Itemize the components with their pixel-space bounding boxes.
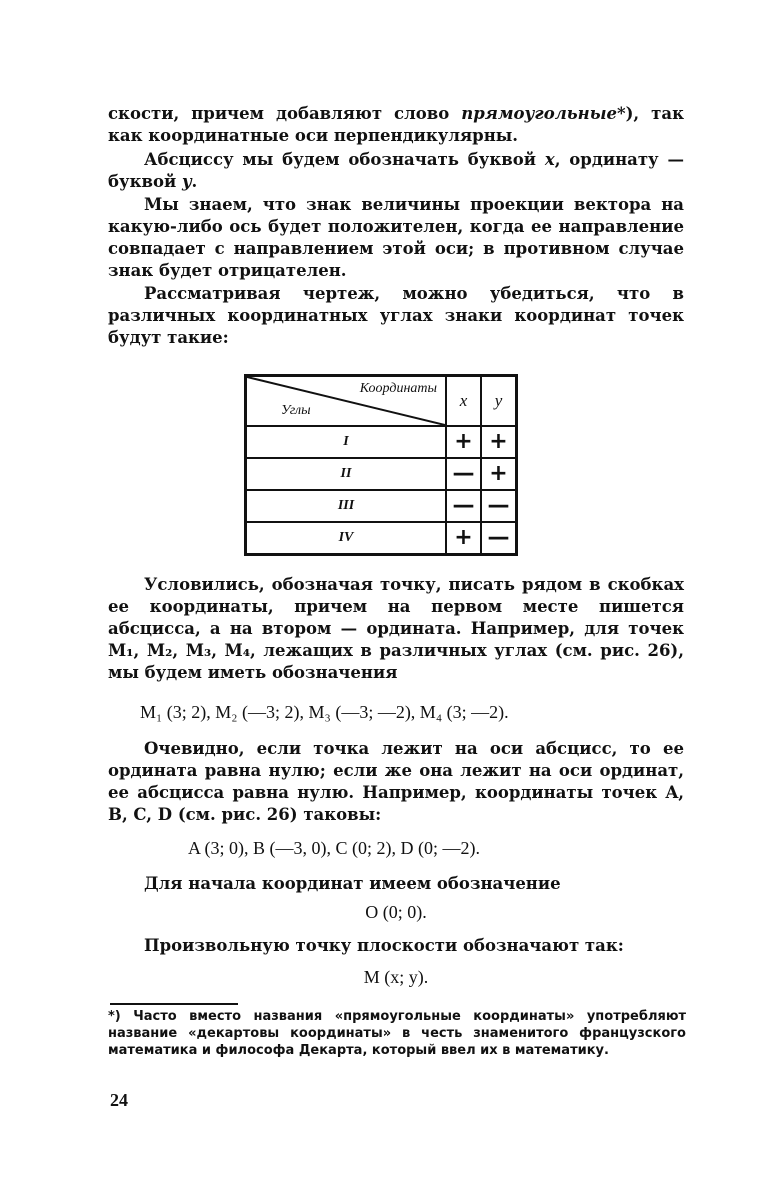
paragraph-3: Мы знаем, что знак величины проекции вектора на какую-либо ось будет положителен, когда ее направление совпадает с направлением этой оси; в противном случае знак будет отрицателен. — [108, 195, 684, 280]
table-row — [246, 522, 517, 555]
header-y: y — [481, 376, 517, 427]
page-number: 24 — [110, 1090, 128, 1110]
header-angles: Углы — [281, 403, 311, 418]
table-row — [246, 490, 517, 522]
sign-y: — — [481, 490, 517, 522]
angle-cell: I — [246, 426, 447, 458]
formula-abcd: A (3; 0), B (—3, 0), C (0; 2), D (0; —2). — [188, 838, 480, 858]
paragraph-2: Абсциссу мы будем обозначать буквой x, ординату — буквой y. — [108, 150, 684, 191]
header-coordinates: Координаты — [359, 381, 437, 396]
signs-table — [244, 374, 518, 556]
sign-y: + — [481, 458, 517, 490]
sign-x: + — [446, 522, 481, 555]
footnote: *) Часто вместо названия «прямоугольные координаты» употребляют название «декартовы координаты» в честь знаменитого французского математика и философа Декарта, который ввел их в математику. — [108, 1009, 686, 1058]
sign-y: + — [481, 426, 517, 458]
table-row — [246, 426, 517, 458]
angle-cell: IV — [246, 522, 447, 555]
paragraph-5: Условились, обозначая точку, писать рядом в скобках ее координаты, причем на первом месте пишется абсцисса, а на втором — ордината. Например, для точек M₁, M₂, M₃, M₄, лежащих в различных углах (см. рис. 26), мы будем иметь обозначения — [108, 575, 684, 682]
sign-y: — — [481, 522, 517, 555]
angle-cell: III — [246, 490, 447, 522]
formula-m-points: M₁ (3; 2), M₂ (—3; 2), M₃ (—3; —2), M₄ (3; —2). — [140, 702, 509, 722]
sign-x: — — [446, 490, 481, 522]
formula-origin: O (0; 0). — [365, 902, 427, 922]
table-row — [246, 458, 517, 490]
paragraph-4: Рассматривая чертеж, можно убедиться, что в различных координатных углах знаки координат точек будут такие: — [108, 284, 684, 347]
paragraph-6: Очевидно, если точка лежит на оси абсцисс, то ее ордината равна нулю; если же она лежит на оси ординат, ее абсцисса равна нулю. Например, координаты точек A, B, C, D (см. рис. 26) таковы: — [108, 739, 684, 824]
angle-cell: II — [246, 458, 447, 490]
sign-x: — — [446, 458, 481, 490]
table-header-diagonal — [246, 376, 447, 427]
header-x: x — [446, 376, 481, 427]
paragraph-1: скости, причем добавляют слово прямоугольные*), так как координатные оси перпендикулярны. — [108, 104, 684, 145]
formula-general: M (x; y). — [363, 967, 429, 987]
sign-x: + — [446, 426, 481, 458]
paragraph-7: Для начала координат имеем обозначение — [144, 874, 561, 893]
paragraph-8: Произвольную точку плоскости обозначают так: — [144, 936, 624, 955]
footnote-rule — [110, 1003, 238, 1005]
